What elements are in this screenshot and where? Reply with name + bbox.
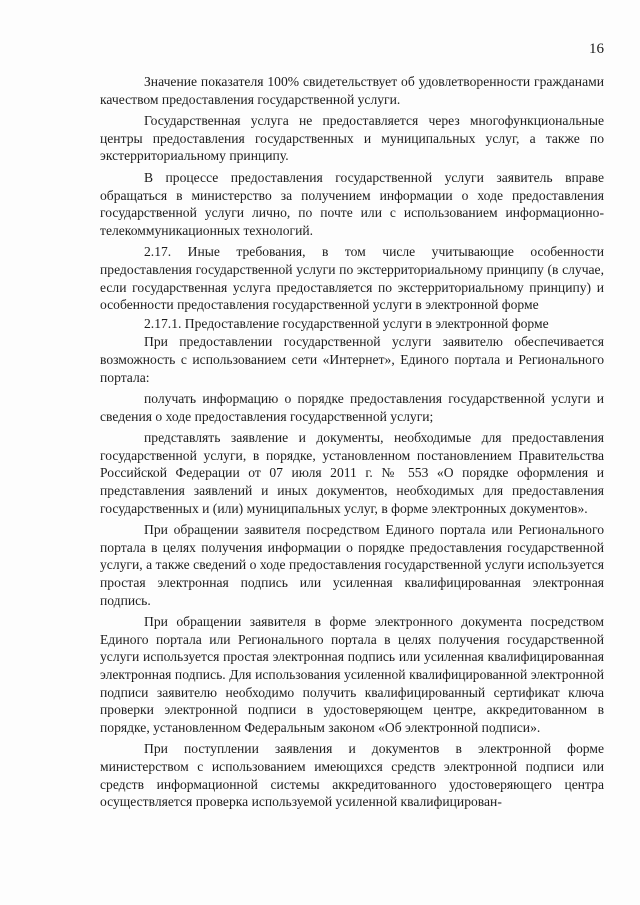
paragraph-electronic-document-signature: При обращении заявителя в форме электронного документа посредством Единого портала или Регионального портала в целях получения государственной услуги используется простая электронная подпись или усиленная квалифицированная электронная подпись. Для использования усиленной квалифицированной электронной подписи заявителю необходимо получить квалифицированный сертификат ключа проверки электронной подписи в удостоверяющем центре, аккредитованном в порядке, установленном Федеральным законом «Об электронной подписи». [100,614,604,735]
page-number: 16 [589,41,604,57]
paragraph-signature-verification: При поступлении заявления и документов в электронной форме министерством с использованием имеющихся средств электронной подписи или средств информационной системы аккредитованного удостоверяющего центра осуществляется проверка используемой усиленной квалифицирован- [100,741,604,810]
paragraph-indicator-meaning: Значение показателя 100% свидетельствует об удовлетворенности гражданами качеством предоставления государственной услуги. [100,74,604,107]
paragraph-progress-info: В процессе предоставления государственной услуги заявитель вправе обращаться в министерство за получением информации о ходе предоставления государственной услуги лично, по почте или с использованием информационно-телекоммуникационных технологий. [100,169,604,238]
paragraph-no-mfc: Государственная услуга не предоставляется через многофункциональные центры предоставления государственных и муниципальных услуг, а также по экстерриториальному принципу. [100,113,604,164]
section-heading-2-17: 2.17. Иные требования, в том числе учитывающие особенности предоставления государственной услуги по экстерриториальному принципу (в случае, если государственная услуга предоставляется по экстерриториальному принципу) и особенности предоставления государственной услуги в электронной форме [100,244,604,313]
list-item-get-info: получать информацию о порядке предоставления государственной услуги и сведения о ходе предоставления государственной услуги; [100,391,604,424]
paragraph-portal-signature: При обращении заявителя посредством Единого портала или Регионального портала в целях получения информации о порядке предоставления государственной услуги, а также сведений о ходе предоставления государственной услуги используется простая электронная подпись или усиленная квалифицированная электронная подпись. [100,522,604,608]
section-heading-2-17-1: 2.17.1. Предоставление государственной услуги в электронной форме [144,315,549,331]
list-item-submit-documents: представлять заявление и документы, необходимые для предоставления государственной услуги, в порядке, установленном постановлением Правительства Российской Федерации от 07 июля 2011 г. № 553 «О порядке оформления и представления заявлений и иных документов, необходимых для предоставления государственных и (или) муниципальных услуг, в форме электронных документов». [100,430,604,516]
paragraph-internet-possibility: При предоставлении государственной услуги заявителю обеспечивается возможность с использованием сети «Интернет», Единого портала и Регионального портала: [100,334,604,385]
document-body [100,73,604,815]
